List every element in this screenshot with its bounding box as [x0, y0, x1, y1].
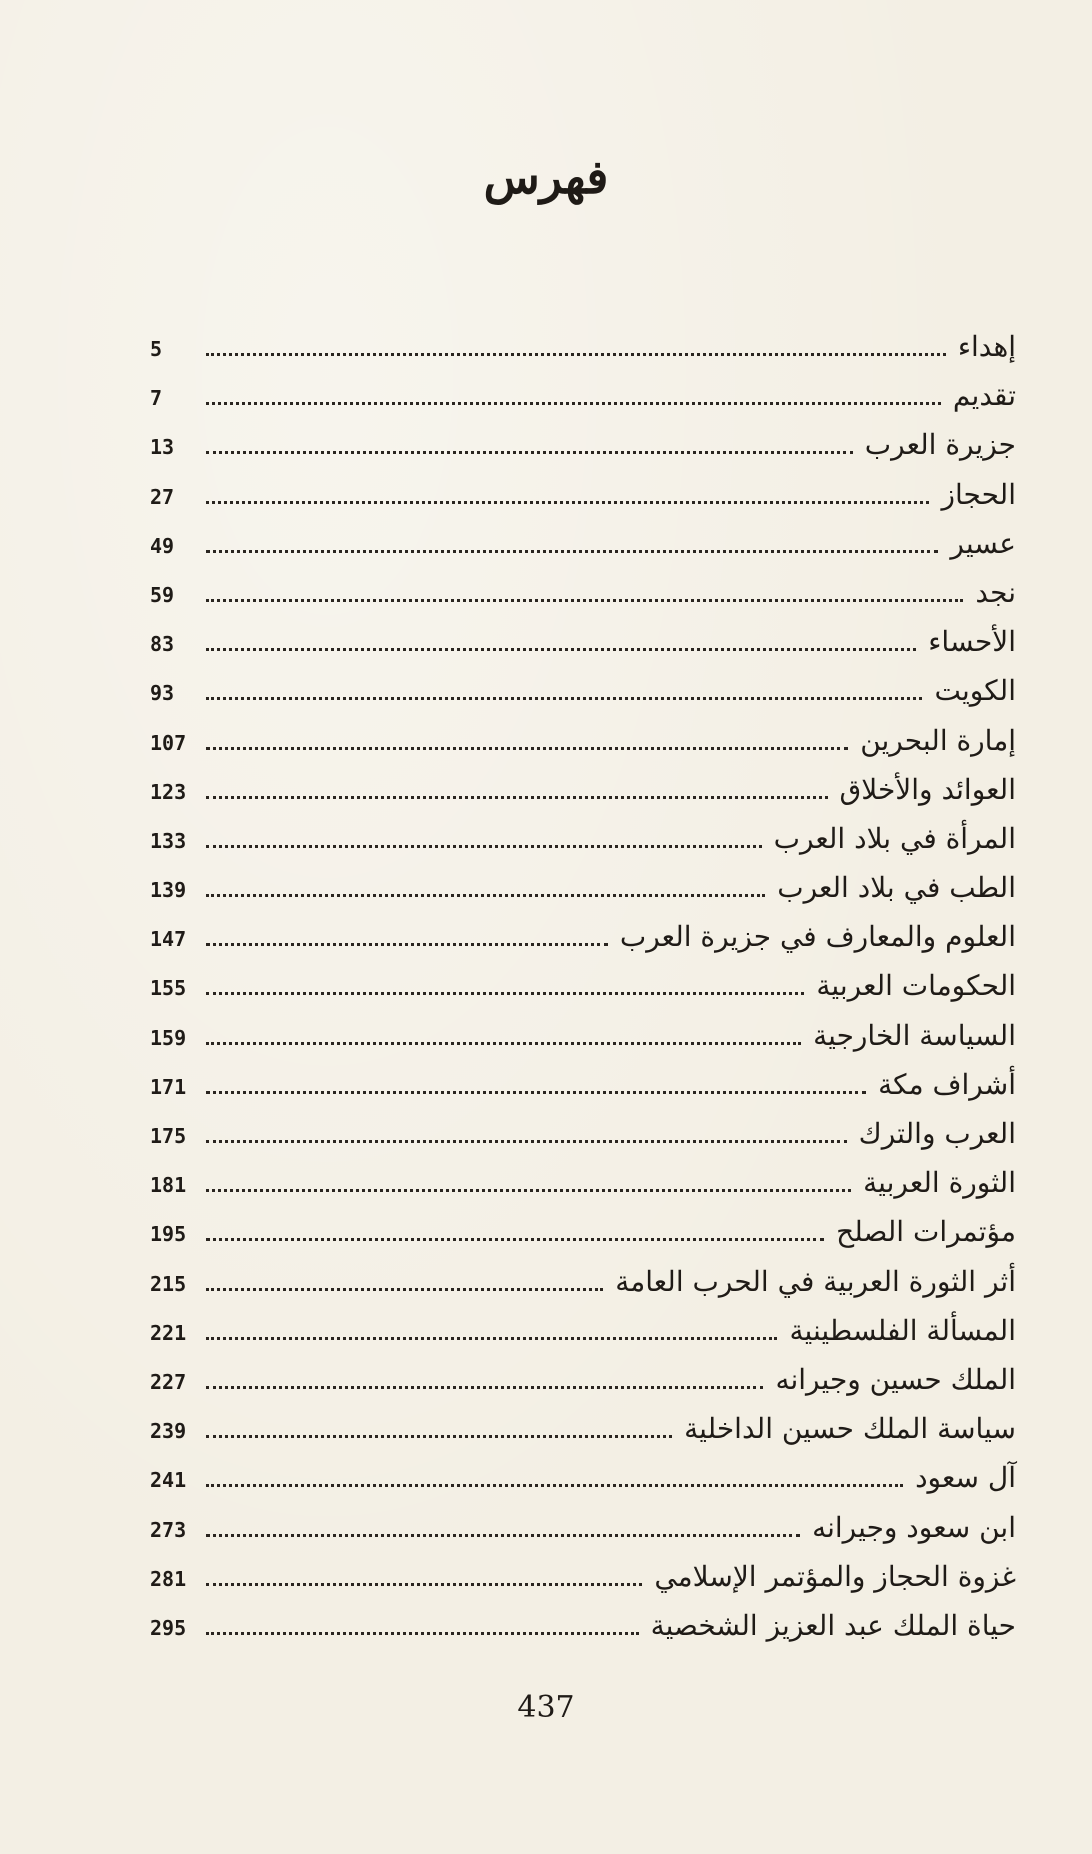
toc-entry-page: 59 [150, 582, 175, 607]
toc-entry-page: 175 [150, 1124, 187, 1148]
toc-entry [150, 576, 1016, 625]
toc-entry-title: أثر الثورة العربية في الحرب العامة [615, 1264, 1016, 1298]
toc-entry-title: الكويت [934, 674, 1016, 708]
dot-leader [206, 501, 929, 504]
toc-entry-title: جزيرة العرب [864, 428, 1016, 462]
toc-entry-page: 107 [150, 730, 187, 755]
toc-entry [150, 1166, 1016, 1215]
dot-leader [206, 1288, 603, 1291]
dot-leader [206, 599, 963, 602]
toc-entry-title: حياة الملك عبد العزيز الشخصية [650, 1608, 1016, 1642]
toc-entry-title: سياسة الملك حسين الداخلية [684, 1412, 1016, 1446]
toc-entry-title: الطب في بلاد العرب [777, 871, 1016, 905]
toc-entry-title: مؤتمرات الصلح [836, 1215, 1016, 1249]
toc-entry [150, 969, 1016, 1018]
toc-entry [150, 674, 1016, 723]
toc-entry [150, 1363, 1016, 1412]
toc-entry-title: عسير [950, 526, 1016, 560]
dot-leader [206, 353, 946, 356]
toc-entry-title: غزوة الحجاز والمؤتمر الإسلامي [654, 1559, 1016, 1593]
toc-entry [150, 920, 1016, 969]
toc-entry-title: إمارة البحرين [860, 723, 1016, 757]
toc-entry [150, 428, 1016, 477]
toc-entry-title: الحكومات العربية [816, 969, 1016, 1003]
toc-entry-title: العلوم والمعارف في جزيرة العرب [619, 920, 1016, 954]
toc-entry [150, 1461, 1016, 1510]
toc-entry [150, 1019, 1016, 1068]
toc-entry [150, 1560, 1016, 1609]
page-title: فهرس [483, 150, 609, 204]
toc-entry-title: أشراف مكة [878, 1067, 1016, 1101]
toc-entry [150, 1314, 1016, 1363]
toc-entry-page: 27 [150, 484, 175, 509]
toc-entry-page: 83 [150, 632, 175, 657]
dot-leader [206, 550, 938, 553]
dot-leader [206, 1435, 672, 1438]
toc-entry-page: 133 [150, 828, 187, 853]
dot-leader [206, 1189, 851, 1192]
dot-leader [206, 1337, 777, 1340]
toc-entry-page: 215 [150, 1271, 187, 1296]
dot-leader [206, 1238, 824, 1241]
toc-entry-page: 273 [150, 1517, 187, 1542]
toc-entry [150, 724, 1016, 773]
toc-entry-page: 241 [150, 1468, 187, 1493]
toc-entry-title: الثورة العربية [863, 1166, 1016, 1200]
toc-entry-title: العرب والترك [858, 1117, 1016, 1150]
toc-entry [150, 773, 1016, 822]
toc-entry-page: 239 [150, 1419, 187, 1444]
toc-entry-title: المسألة الفلسطينية [789, 1313, 1016, 1347]
dot-leader [206, 1534, 800, 1537]
toc-entry-page: 295 [150, 1615, 187, 1640]
toc-entry-title: إهداء [957, 330, 1016, 363]
toc-entry-page: 227 [150, 1369, 187, 1394]
toc-entry [150, 1609, 1016, 1658]
toc-entry-page: 7 [150, 386, 163, 411]
toc-entry-page: 49 [150, 533, 175, 558]
toc-entry-title: الملك حسين وجيرانه [775, 1362, 1016, 1396]
toc-entry [150, 1068, 1016, 1117]
toc-entry [150, 1511, 1016, 1560]
dot-leader [206, 1632, 639, 1635]
toc-entry-page: 5 [150, 337, 163, 361]
toc-entry-title: الحجاز [941, 477, 1016, 511]
toc-entry-title: المرأة في بلاد العرب [773, 821, 1016, 855]
dot-leader [206, 697, 922, 700]
toc-entry-page: 123 [150, 779, 187, 804]
dot-leader [206, 1583, 642, 1586]
toc-entry-title: العوائد والأخلاق [839, 772, 1016, 806]
toc-entry-title: ابن سعود وجيرانه [812, 1510, 1016, 1544]
dot-leader [206, 992, 804, 995]
toc-entry-page: 181 [150, 1173, 187, 1198]
toc-entry-page: 281 [150, 1566, 187, 1591]
dot-leader [206, 845, 762, 848]
table-of-contents [150, 330, 1016, 1640]
dot-leader [206, 1091, 866, 1094]
toc-entry-page: 155 [150, 976, 187, 1001]
toc-entry-page: 13 [150, 435, 175, 460]
toc-entry [150, 1265, 1016, 1314]
toc-entry [150, 871, 1016, 920]
dot-leader [206, 1140, 847, 1143]
dot-leader [206, 1386, 763, 1389]
page-number: 437 [517, 1690, 575, 1725]
dot-leader [206, 451, 853, 454]
toc-entry-page: 147 [150, 927, 187, 952]
toc-entry-page: 195 [150, 1222, 187, 1247]
toc-entry [150, 478, 1016, 527]
toc-entry-title: نجد [975, 575, 1016, 609]
toc-entry [150, 527, 1016, 576]
toc-entry-page: 159 [150, 1025, 187, 1050]
dot-leader [206, 648, 916, 651]
toc-entry [150, 1412, 1016, 1461]
toc-entry-page: 93 [150, 681, 175, 706]
toc-entry [150, 330, 1016, 379]
toc-entry [150, 822, 1016, 871]
dot-leader [206, 796, 828, 799]
dot-leader [206, 894, 765, 897]
toc-entry-title: تقديم [952, 379, 1016, 413]
toc-entry-title: الأحساء [928, 625, 1016, 659]
toc-entry [150, 379, 1016, 428]
toc-entry-page: 221 [150, 1320, 187, 1345]
toc-entry [150, 1215, 1016, 1264]
dot-leader [206, 402, 941, 405]
toc-entry-page: 139 [150, 878, 187, 903]
dot-leader [206, 747, 848, 750]
toc-entry-title: السياسة الخارجية [813, 1018, 1016, 1052]
toc-entry [150, 625, 1016, 674]
toc-entry [150, 1117, 1016, 1166]
dot-leader [206, 1484, 903, 1487]
toc-entry-title: آل سعود [915, 1461, 1016, 1495]
dot-leader [206, 1042, 801, 1045]
dot-leader [206, 943, 608, 946]
toc-entry-page: 171 [150, 1074, 187, 1099]
